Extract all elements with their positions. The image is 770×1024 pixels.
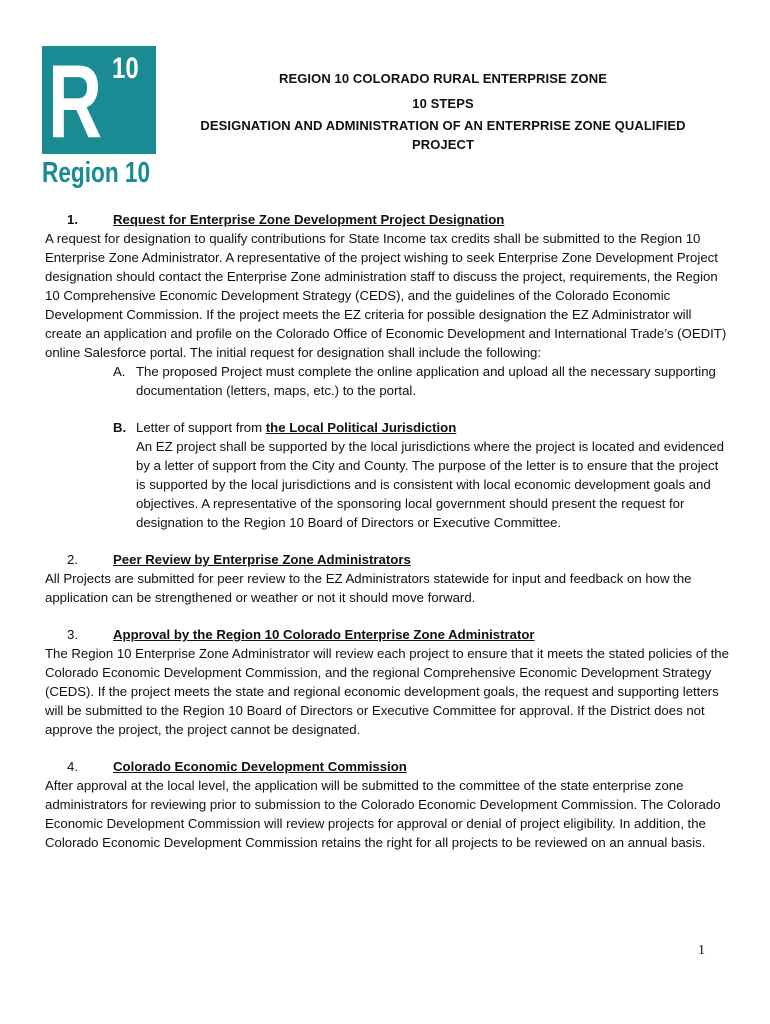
- logo-superscript: 10: [112, 52, 139, 85]
- subsection-b-lead: Letter of support from: [136, 420, 266, 435]
- header-line-3: DESIGNATION AND ADMINISTRATION OF AN ENTERPRISE ZONE QUALIFIED: [200, 118, 686, 133]
- document-body: [45, 210, 730, 852]
- logo-box: [42, 44, 156, 160]
- header-line-2: 10 STEPS: [412, 96, 474, 111]
- header-line-1: REGION 10 COLORADO RURAL ENTERPRISE ZONE: [278, 71, 608, 86]
- section-3-body: The Region 10 Enterprise Zone Administrator will review each project to ensure that it meets the stated policies of the Colorado Economic Development Commission, and the regional Comprehensive Economic Development Strategy (CEDS). If the project meets the state and regional economic development goals, the request and supporting letters will be submitted to the Region 10 Board of Directors or Executive Committee for approval. If the District does not approve the project, the project cannot be designated.: [45, 646, 729, 737]
- section-number: 3.: [67, 627, 78, 642]
- subsection-b-title: the Local Political Jurisdiction: [265, 420, 457, 435]
- subsection-b: [45, 418, 730, 532]
- section-number: 1.: [67, 212, 78, 227]
- section-3-heading: [45, 625, 730, 644]
- section-2-heading: [45, 550, 730, 569]
- section-number: 2.: [67, 552, 78, 567]
- page-number: 1: [698, 943, 705, 958]
- subsection-label: B.: [113, 420, 127, 435]
- subsection-a-text: The proposed Project must complete the online application and upload all the necessary supporting documentation (letters, maps, etc.) to the portal.: [136, 364, 716, 398]
- section-title: Approval by the Region 10 Colorado Enterprise Zone Administrator: [113, 627, 535, 642]
- header-line-4: PROJECT: [411, 137, 475, 152]
- section-title: Colorado Economic Development Commission: [113, 759, 407, 774]
- section-title: Peer Review by Enterprise Zone Administrators: [113, 552, 411, 567]
- subsection-label: A.: [113, 364, 126, 379]
- section-2-body: All Projects are submitted for peer review to the EZ Administrators statewide for input and feedback on how the application can be strengthened or weather or not it should move forward.: [45, 571, 692, 605]
- section-4-body: After approval at the local level, the application will be submitted to the committee of the state enterprise zone administrators for reviewing prior to submission to the Colorado Economic Development Commission. The Colorado Economic Development Commission will review projects for approval or denial of project eligibility. In addition, the Colorado Economic Development Commission retains the right for all projects to be reviewed on an annual basis.: [45, 778, 721, 850]
- subsection-a: [45, 362, 730, 400]
- section-title: Request for Enterprise Zone Development Project Designation: [113, 212, 505, 227]
- logo-caption: Region 10: [42, 157, 151, 189]
- section-number: 4.: [67, 759, 78, 774]
- section-1-body: A request for designation to qualify contributions for State Income tax credits shall be submitted to the Region 10 Enterprise Zone Administrator. A representative of the project wishing to seek Enterprise Zone Development Project designation should contact the Enterprise Zone administration staff to discuss the project, requirements, the Region 10 Comprehensive Economic Development Strategy (CEDS), and the guidelines of the Colorado Economic Development Commission. If the project meets the EZ criteria for possible designation the EZ Administrator will create an application and profile on the Colorado Office of Economic Development and International Trade’s (OEDIT) online Salesforce portal. The initial request for designation shall include the following:: [45, 231, 727, 360]
- section-4-heading: [45, 757, 730, 776]
- region-10-logo: [42, 44, 158, 189]
- subsection-b-text: An EZ project shall be supported by the local jurisdictions where the project is located and evidenced by a letter of support from the City and County. The purpose of the letter is to ensure that the project is supported by the local jurisdictions and is consistent with local economic development goals and objectives. A representative of the sponsoring local government should present the request for designation to the Region 10 Board of Directors or Executive Committee.: [136, 439, 724, 530]
- section-1-heading: [45, 210, 730, 229]
- logo-letter: R: [48, 44, 103, 160]
